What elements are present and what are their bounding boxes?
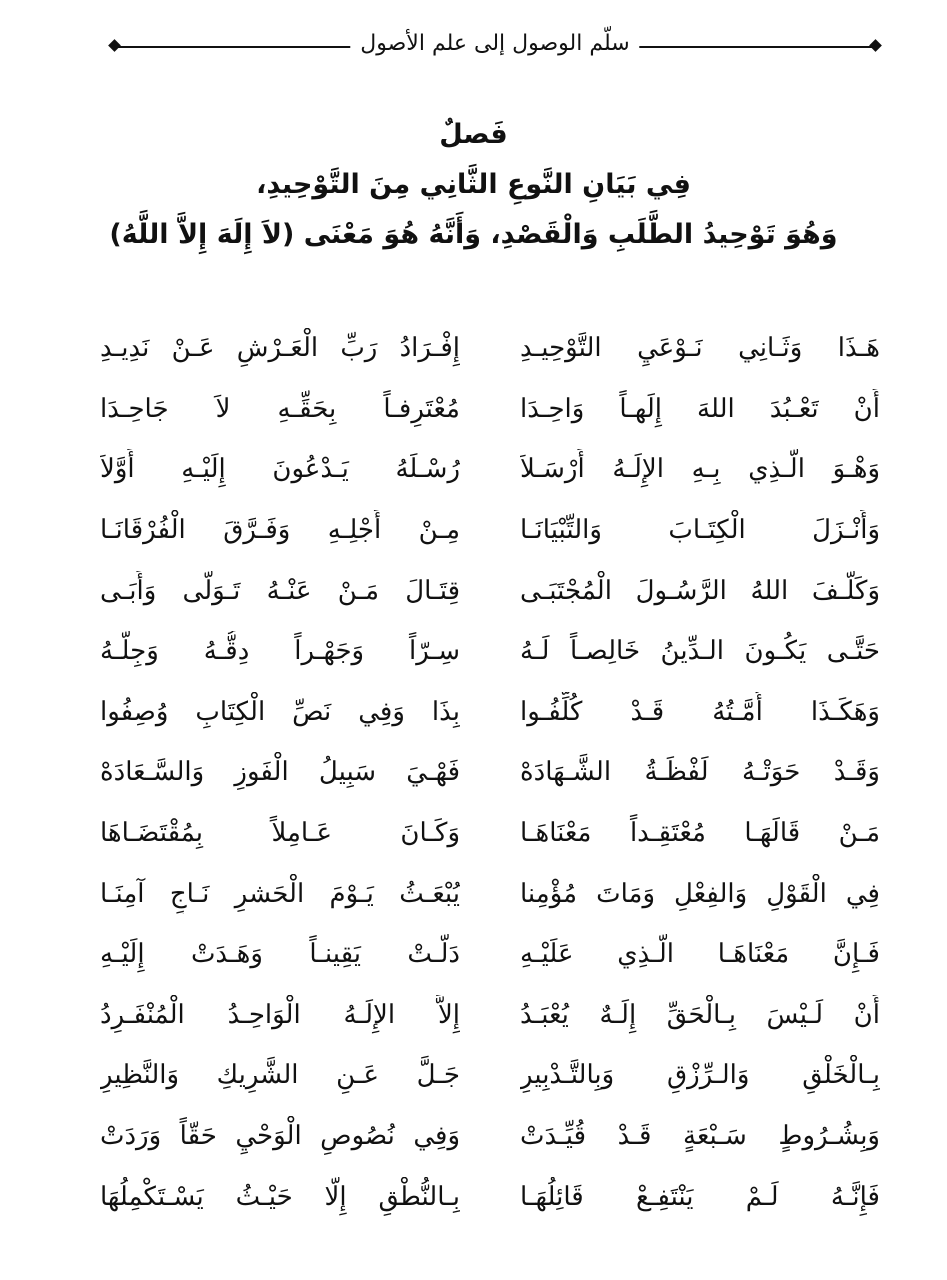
verse-right-hemistich: وَأَنْـزَلَ الْكِتَـابَ وَالتِّبْيَانَـا (520, 515, 880, 546)
verse (100, 560, 880, 621)
verse-left-hemistich: فَهْـيَ سَبِيلُ الْفَوزِ وَالسَّـعَادَهْ (100, 757, 460, 788)
verse-left-hemistich: وَفِي نُصُوصِ الْوَحْيِ حَقّاً وَرَدَتْ (100, 1121, 460, 1152)
verse (100, 803, 880, 864)
verse-left-hemistich: مِـنْ أَجْلِـهِ وَفَـرَّقَ الْفُرْقَانَـا (100, 515, 460, 546)
verse-right-hemistich: وَهْـوَ الَّـذِي بِـهِ الإِلَـهُ أَرْسَـلاَ (520, 454, 880, 485)
chapter-title-line-2: وَهُوَ تَوْحِيدُ الطَّلَبِ وَالْقَصْدِ، وَأَنَّهُ هُوَ مَعْنَى (لاَ إِلَهَ إِلاَّ اللَّهُ) (109, 219, 838, 250)
verse (100, 500, 880, 561)
poem (100, 318, 880, 1227)
verse-left-hemistich: إِفْـرَادُ رَبِّ الْعَـرْشِ عَـنْ نَدِيـدِ (100, 333, 460, 364)
verse (100, 863, 880, 924)
verse (100, 439, 880, 500)
verse (100, 1045, 880, 1106)
verse-right-hemistich: وَقَـدْ حَوَتْـهُ لَفْظَـةُ الشَّـهَادَهْ (520, 757, 880, 788)
verse (100, 379, 880, 440)
verse (100, 985, 880, 1046)
verse-right-hemistich: أَنْ لَـيْسَ بِـالْحَقِّ إِلَـهٌ يُعْبَـدُ (520, 999, 880, 1030)
verse-left-hemistich: إِلاَّ الإِلَـهُ الْوَاحِـدُ الْمُنْفَـرِدُ (100, 999, 460, 1030)
verse (100, 621, 880, 682)
verse-left-hemistich: وَكَـانَ عَـامِلاً بِمُقْتَضَـاهَا (100, 818, 460, 849)
running-header-title: سلّم الوصول إلى علم الأصول (350, 28, 639, 60)
verse-left-hemistich: بِذَا وَفِي نَصِّ الْكِتَابِ وُصِفُوا (100, 696, 460, 727)
right-diamond-icon (869, 39, 882, 52)
verse-right-hemistich: مَـنْ قَالَهَـا مُعْتَقِـداً مَعْنَاهَـا (520, 818, 880, 849)
verse-right-hemistich: هَـذَا وَثَـانِي نَـوْعَيِ التَّوْحِيـدِ (520, 333, 880, 364)
verse-left-hemistich: بِـالنُّطْقِ إِلَّا حَيْـثُ يَسْـتَكْمِلُهَا (100, 1181, 460, 1212)
left-diamond-icon (108, 39, 121, 52)
verse (100, 1106, 880, 1167)
verse-left-hemistich: سِـرّاً وَجَهْـراً دِقُّـهُ وَجِلُّـهُ (100, 636, 460, 667)
verse (100, 924, 880, 985)
chapter-title-line-1: فِي بَيَانِ النَّوعِ الثَّانِي مِنَ التَّوْحِيدِ، (256, 169, 691, 200)
verse (100, 1166, 880, 1227)
verse-left-hemistich: قِتَـالَ مَـنْ عَنْـهُ تَـوَلَّى وَأَبَـى (100, 575, 460, 606)
running-header (110, 28, 880, 64)
verse (100, 742, 880, 803)
verse-right-hemistich: بِـالْخَلْقِ وَالـرِّزْقِ وَبِالتَّـدْبِيرِ (520, 1060, 880, 1091)
verse-left-hemistich: دَلَّـتْ يَقِينـاً وَهَـدَتْ إِلَيْـهِ (100, 939, 460, 970)
verse-right-hemistich: فَإِنَّـهُ لَـمْ يَنْتَفِـعْ قَائِلُهَـا (520, 1181, 880, 1212)
verse-left-hemistich: رُسْـلَهُ يَـدْعُونَ إِلَيْـهِ أَوَّلاَ (100, 454, 460, 485)
verse-right-hemistich: أَنْ تَعْـبُدَ اللهَ إِلَهـاً وَاحِـدَا (520, 393, 880, 424)
verse-left-hemistich: جَـلَّ عَـنِ الشَّرِيكِ وَالنَّظِيرِ (100, 1060, 460, 1091)
verse-left-hemistich: يُبْعَـثُ يَـوْمَ الْحَشرِ نَـاجٍ آمِنَـا (100, 878, 460, 909)
chapter-label: فَصلٌ (439, 119, 508, 150)
verse-left-hemistich: مُعْتَرِفـاً بِحَقِّـهِ لاَ جَاحِـدَا (100, 393, 460, 424)
verse-right-hemistich: حَتَّـى يَكُـونَ الـدِّينُ خَالِصـاً لَـهُ (520, 636, 880, 667)
chapter-heading (0, 110, 947, 260)
verse (100, 682, 880, 743)
verse-right-hemistich: فِي الْقَوْلِ وَالفِعْلِ وَمَاتَ مُؤْمِنا (520, 878, 880, 909)
verse (100, 318, 880, 379)
verse-right-hemistich: وَكَلَّـفَ اللهُ الرَّسُـولَ الْمُجْتَبَـى (520, 575, 880, 606)
verse-right-hemistich: وَبِشُـرُوطٍ سَـبْعَةٍ قَـدْ قُيِّـدَتْ (520, 1121, 880, 1152)
verse-right-hemistich: فَـإِنَّ مَعْنَاهَـا الَّـذِي عَلَيْـهِ (520, 939, 880, 970)
verse-right-hemistich: وَهَكَـذَا أُمَّـتُهُ قَـدْ كُلِّفُـوا (520, 696, 880, 727)
